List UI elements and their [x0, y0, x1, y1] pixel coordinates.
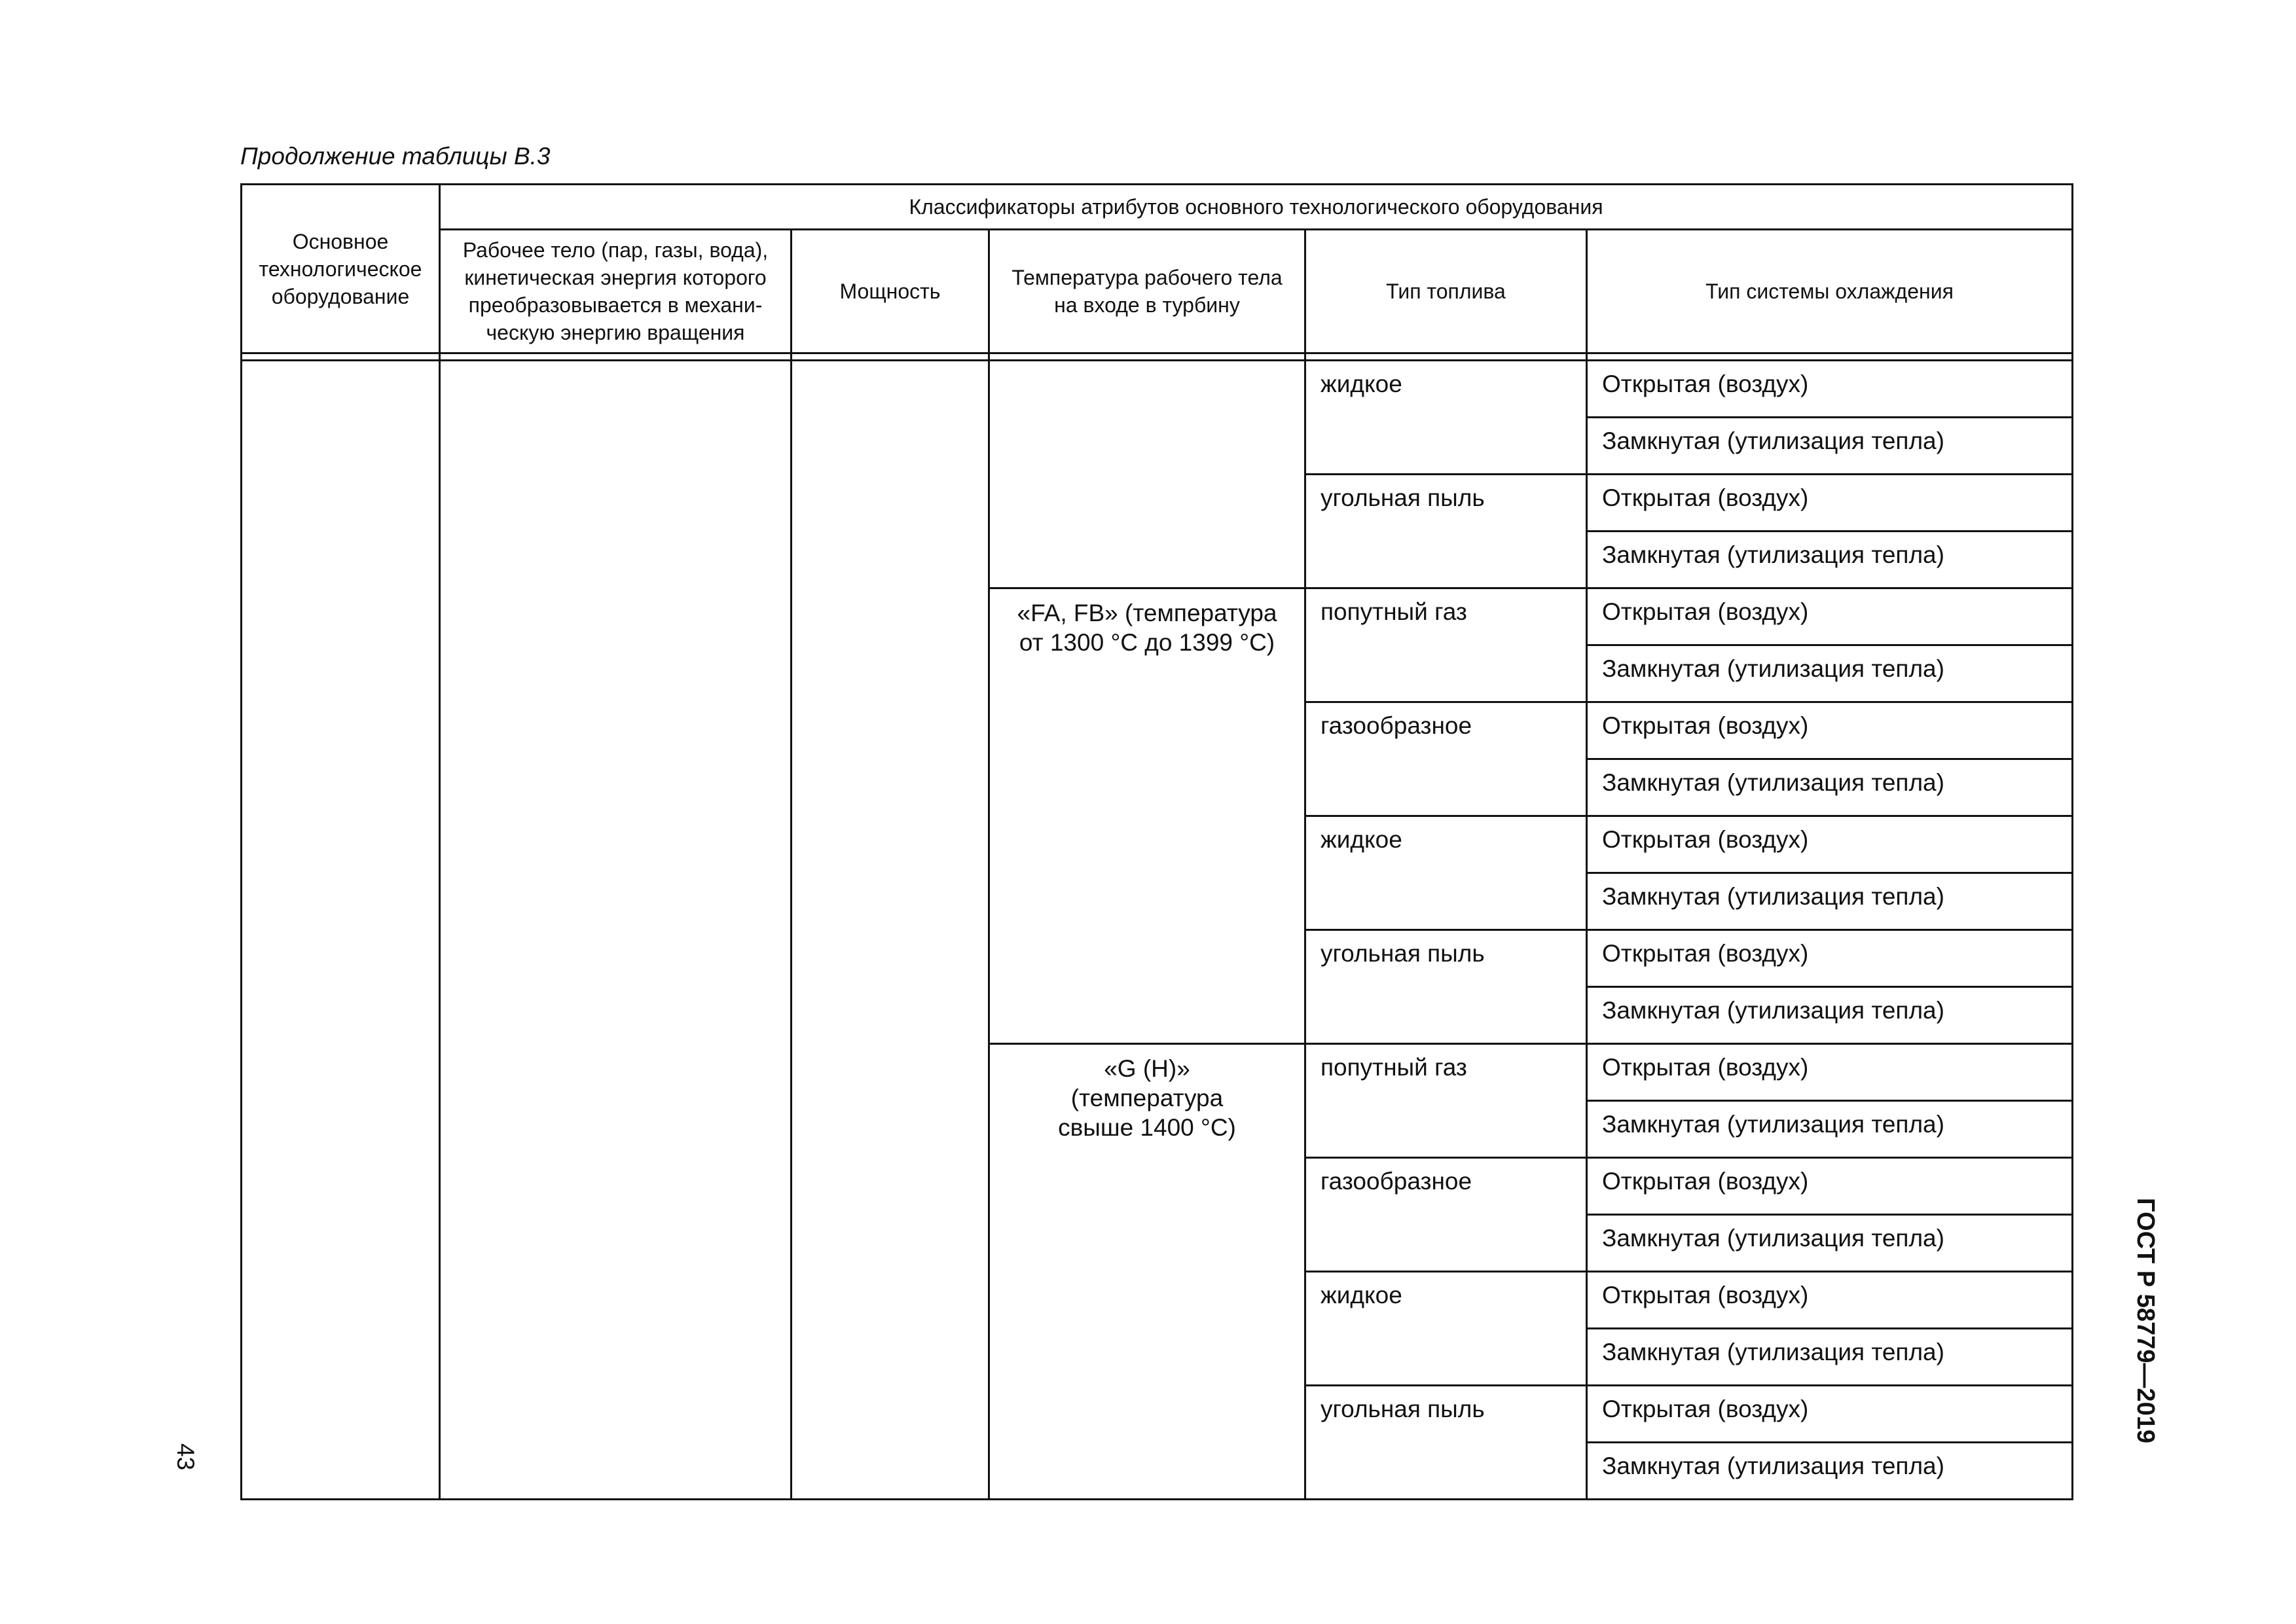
equipment-cell	[242, 361, 440, 1500]
temperature-cell	[989, 361, 1305, 588]
header-working-fluid: Рабочее тело (пар, газы, вода), кинетическая энергия которого преобразовывается в механическую энергию вращения	[440, 230, 792, 353]
fuel-cell: газообразное	[1305, 702, 1587, 816]
cooling-cell: Открытая (воздух)	[1587, 475, 2073, 532]
power-cell	[792, 361, 989, 1500]
cooling-cell: Замкнутая (утилизация тепла)	[1587, 645, 2073, 702]
table-row	[242, 361, 2073, 418]
header-separator	[242, 353, 2073, 361]
temperature-cell: «G (H)» (температура свыше 1400 °С)	[989, 1044, 1305, 1500]
classifier-table	[240, 183, 2073, 1500]
cooling-cell: Открытая (воздух)	[1587, 1272, 2073, 1329]
cooling-cell: Замкнутая (утилизация тепла)	[1587, 1215, 2073, 1272]
header-equipment: Основное технологическое оборудование	[242, 185, 440, 353]
fuel-cell: жидкое	[1305, 1272, 1587, 1386]
cooling-cell: Открытая (воздух)	[1587, 588, 2073, 645]
cooling-cell: Открытая (воздух)	[1587, 1386, 2073, 1443]
fuel-cell: угольная пыль	[1305, 475, 1587, 588]
cooling-cell: Замкнутая (утилизация тепла)	[1587, 418, 2073, 475]
cooling-cell: Замкнутая (утилизация тепла)	[1587, 873, 2073, 930]
cooling-cell: Открытая (воздух)	[1587, 816, 2073, 873]
table-caption: Продолжение таблицы В.3	[240, 143, 551, 170]
cooling-cell: Замкнутая (утилизация тепла)	[1587, 532, 2073, 588]
fuel-cell: попутный газ	[1305, 1044, 1587, 1158]
header-inlet-temperature: Температура рабочего тела на входе в турбину	[989, 230, 1305, 353]
fuel-cell: газообразное	[1305, 1158, 1587, 1272]
header-cooling-type: Тип системы охлаждения	[1587, 230, 2073, 353]
cooling-cell: Замкнутая (утилизация тепла)	[1587, 987, 2073, 1044]
fuel-cell: жидкое	[1305, 361, 1587, 475]
cooling-cell: Замкнутая (утилизация тепла)	[1587, 1443, 2073, 1500]
cooling-cell: Открытая (воздух)	[1587, 930, 2073, 987]
page-number: 43	[172, 1443, 199, 1471]
cooling-cell: Открытая (воздух)	[1587, 702, 2073, 759]
header-fuel-type: Тип топлива	[1305, 230, 1587, 353]
fuel-cell: попутный газ	[1305, 588, 1587, 702]
cooling-cell: Замкнутая (утилизация тепла)	[1587, 759, 2073, 816]
header-group: Классификаторы атрибутов основного технологического оборудования	[440, 185, 2073, 230]
cooling-cell: Замкнутая (утилизация тепла)	[1587, 1329, 2073, 1386]
working-fluid-cell	[440, 361, 792, 1500]
cooling-cell: Открытая (воздух)	[1587, 1158, 2073, 1215]
fuel-cell: угольная пыль	[1305, 1386, 1587, 1500]
header-power: Мощность	[792, 230, 989, 353]
fuel-cell: жидкое	[1305, 816, 1587, 930]
temperature-cell: «FA, FB» (температура от 1300 °С до 1399 °С)	[989, 588, 1305, 1044]
fuel-cell: угольная пыль	[1305, 930, 1587, 1044]
cooling-cell: Открытая (воздух)	[1587, 361, 2073, 418]
cooling-cell: Открытая (воздух)	[1587, 1044, 2073, 1101]
standard-designation: ГОСТ Р 58779—2019	[2132, 1198, 2159, 1443]
cooling-cell: Замкнутая (утилизация тепла)	[1587, 1101, 2073, 1158]
